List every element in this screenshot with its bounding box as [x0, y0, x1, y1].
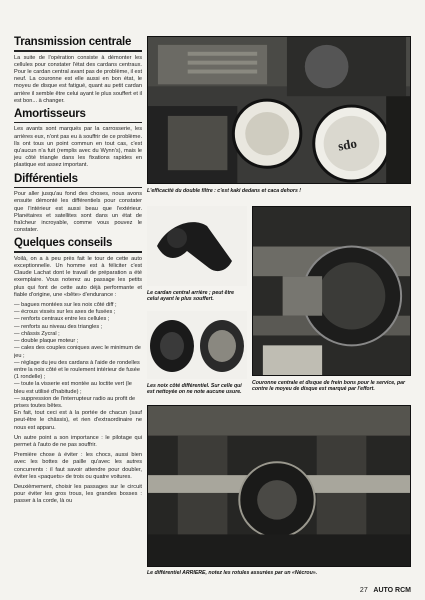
magazine-name: AUTO RCM	[373, 587, 411, 594]
heading-rule	[14, 122, 142, 124]
caption-cardan: Le cardan central arrière ; peut être celui ayant le plus souffert.	[147, 290, 235, 303]
list-item: — cales des couples coniques avec le minimum de jeu ;	[14, 345, 141, 359]
heading-rule	[14, 50, 142, 52]
paragraph: La suite de l'opération consiste à démonter les cellules pour constater l'état des cardans centraux. Pour le cardan central avant pas de problème, il est neuf. La couronne est elle aussi en bon état, le moyeu de disque est fatigué, quant au petit cardan arrière il semble être celui ayant le plus souffert et il est bon... à changer.	[14, 54, 142, 104]
couronne-photo	[252, 206, 411, 376]
caption-noix: Les noix côté différentiel. Sur celle qui est nettoyée on ne note aucune usure.	[147, 383, 242, 396]
list-item: — suppression de l'interrupteur radio au profit de prises toutes bêtes.	[14, 395, 136, 409]
section-heading: Amortisseurs	[14, 107, 86, 120]
section-heading: Quelques conseils	[14, 237, 113, 250]
section-conseils	[14, 237, 142, 505]
list-item: — double plaque moteur ;	[14, 338, 79, 345]
differential-photo	[147, 405, 411, 567]
caption-top-photo: L'efficacité du double filtre : c'est kaki dedans et caca dehors !	[147, 188, 302, 194]
cardan-photo	[147, 206, 247, 286]
section-heading: Transmission centrale	[14, 36, 132, 48]
list-item: — toute la visserie est montée au loctite vert (le bleu est utilisé d'habitude) ;	[14, 381, 132, 395]
filter-label: sdo	[336, 135, 358, 154]
paragraph: Pour aller jusqu'au fond des choses, nous avons ensuite démonté les différentiels pour constater que l'intérieur est aussi beau que l'extérieur. Planétaires et satellites sont dans un état de fraîcheur incroyable, comme vous pouvez le constater.	[14, 191, 142, 234]
section-transmission	[14, 36, 142, 105]
caption-bottom-photo: Le différentiel ARRIERE, notez les rotules assurées par un «Nécrou».	[147, 570, 318, 576]
heading-rule	[14, 251, 142, 253]
paragraph: Deuxièmement, choisir les passages sur le circuit pour éviter les gros trous, les grandes bosses : passer à la corde, là ou	[14, 483, 142, 505]
paragraph: Les avants sont marqués par la carrosserie, les arrières eux, n'ont pas eu à souffrir de ce problème. Ils ont tous un point commun en tout cas, c'est qu'aucun n'a fuit (remplis avec du Wynn's), mais le jeu côté triangle dans les fixations rapides en plastique est assez important.	[14, 126, 142, 169]
list-item: — renforts centraux entre les cellules ;	[14, 316, 110, 323]
section-amortisseurs	[14, 108, 142, 170]
list-item: — renforts au niveau des triangles ;	[14, 323, 103, 330]
section-differentiels	[14, 173, 142, 235]
list-item: — réglage du jeu des cardans à l'aide de rondelles entre la noix côté et le roulement intérieur de fusée (1 rondelle) ;	[14, 359, 140, 381]
paragraph: Voilà, on a à peu près fait le tour de cette auto exceptionnelle. Un homme est à féliciter c'est Claude Lachat dont le travail de préparation a été exemplaire. Vous noterez au passage les petits plus qui font de cette auto déjà performante et fiable d'origine, une «bête» d'endurance :	[14, 255, 142, 298]
engine-filter-photo	[147, 36, 411, 184]
list-item: — châssis Zycral ;	[14, 330, 60, 337]
list-item: — écrous vissés sur les axes de fusées ;	[14, 309, 116, 316]
tips-list	[14, 302, 142, 410]
page-footer	[360, 587, 411, 594]
paragraph: En fait, tout ceci est à la portée de chacun (sauf peut-être le châssis), et rien d'extraordinaire ne nous est apparu.	[14, 410, 142, 431]
list-item: — bagues montées sur les noix côté diff ;	[14, 302, 117, 309]
caption-couronne: Couronne centrale et disque de frein bons pour le service, par contre le moyeu de disque est marqué par l'effort.	[252, 380, 406, 393]
section-heading: Différentiels	[14, 172, 78, 185]
paragraph: Un autre point a son importance : le pilotage qui permet à l'auto de ne pas souffrir.	[14, 434, 142, 448]
noix-photo	[147, 311, 247, 379]
paragraph: Première chose à éviter : les chocs, aussi bien avec les bottes de paille qu'avec les autres concurrents : il faut savoir attendre pour doubler, éviter les «paquets» de trois ou quatre voitures.	[14, 452, 142, 480]
heading-rule	[14, 187, 142, 189]
page-number: 27	[359, 587, 368, 594]
article-column	[14, 36, 142, 509]
